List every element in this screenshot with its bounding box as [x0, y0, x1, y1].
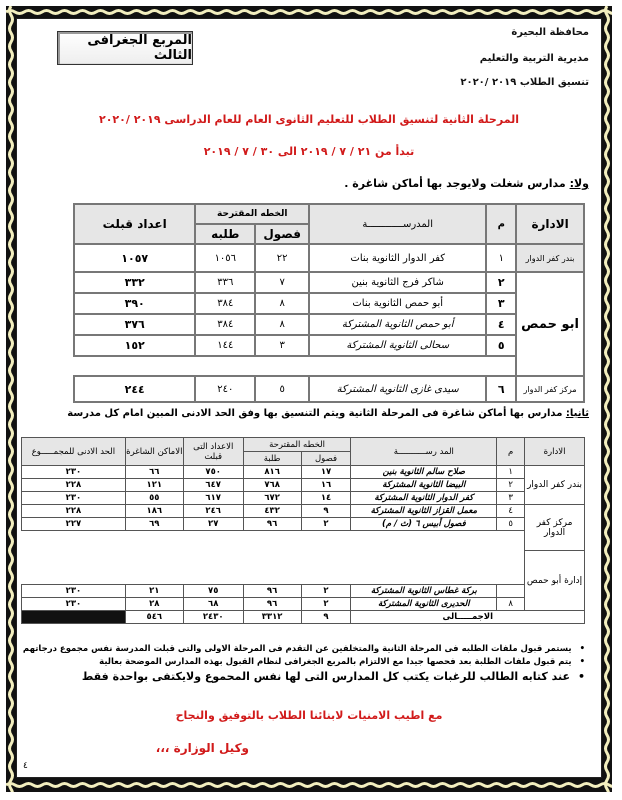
- total-min-blacked-out: [22, 611, 126, 624]
- table-row: [22, 479, 585, 492]
- cell-accepted: ٣٧٦: [74, 314, 195, 335]
- cell-num: ١: [486, 244, 516, 272]
- section2-heading: [67, 408, 589, 419]
- table-row: [22, 518, 585, 531]
- geographic-square-title: المربع الجغرافى الثالث: [57, 31, 193, 65]
- cell-school: كفر الدوار الثانوية المشتركة: [351, 492, 497, 505]
- cell-num: ٣: [497, 492, 525, 505]
- table-row: [74, 272, 584, 293]
- table-spacer-row: [22, 531, 585, 551]
- header-admin: الادارة: [516, 204, 584, 244]
- coordination-year: تنسيق الطلاب ٢٠١٩ /٢٠٢٠: [460, 77, 589, 88]
- cell-school: كفر الدوار الثانوية بنات: [309, 244, 486, 272]
- cell-accepted: ٢٧: [183, 518, 243, 531]
- cell-num: ٥: [486, 335, 516, 356]
- note-item: • يستمر قبول ملفات الطلبه فى المرحلة الثانية والمتخلفين عن التقدم فى المرحلة الاولى والتى قبلت المدرسة نفس مجموع درجاتهم: [23, 644, 585, 654]
- cell-classes: ٩: [301, 505, 351, 518]
- cell-school: صلاح سالم الثانوية بنين: [351, 466, 497, 479]
- cell-admin: مركز كفر الدوار: [516, 376, 584, 402]
- page-number: ٤: [23, 761, 28, 771]
- cell-vacant: ٦٩: [125, 518, 183, 531]
- closing-wishes: مع اطيب الامنيات لابنائنا الطلاب بالتوفيق والنجاح: [175, 709, 443, 722]
- header-num: م: [497, 438, 525, 466]
- total-classes: ٩: [301, 611, 351, 624]
- cell-admin: بندر كفر الدوار: [525, 466, 585, 505]
- cell-admin: إدارة أبو حمص: [525, 551, 585, 611]
- cell-num: ٨: [497, 598, 525, 611]
- cell-num: ٣: [486, 293, 516, 314]
- cell-students: ٤٣٢: [243, 505, 301, 518]
- cell-students: ٩٦: [243, 598, 301, 611]
- document-page: [16, 18, 602, 778]
- cell-classes: ٨: [255, 293, 309, 314]
- total-vacant: ٥٤٦: [125, 611, 183, 624]
- cell-students: ٧٦٨: [243, 479, 301, 492]
- header-classes: فصول: [301, 452, 351, 466]
- cell-classes: ٢: [301, 598, 351, 611]
- dates: تبدأ من ٢١ / ٧ / ٢٠١٩ الى ٣٠ / ٧ / ٢٠١٩: [203, 145, 415, 158]
- header-accepted: اعداد قبلت: [74, 204, 195, 244]
- cell-classes: ٢: [301, 518, 351, 531]
- cell-vacant: ٥٥: [125, 492, 183, 505]
- note-item: • يتم قبول ملفات الطلبة بعد فحصها جيدا مع الالتزام بالمربع الجغرافى لنظام القبول بهذه المدارس الموضحة بعالية: [23, 657, 585, 667]
- header-num: م: [486, 204, 516, 244]
- cell-school: معمل القزاز الثانوية المشتركة: [351, 505, 497, 518]
- cell-min: ٢٢٧: [22, 518, 126, 531]
- section1-heading: [344, 177, 589, 190]
- cell-accepted: ٦٤٧: [183, 479, 243, 492]
- header-plan: الخطه المقترحة: [195, 204, 309, 224]
- header-classes: فصول: [255, 224, 309, 244]
- cell-students: ٣٨٤: [195, 314, 255, 335]
- header-vacant: الاماكن الشاغرة: [125, 438, 183, 466]
- cell-classes: ٣: [255, 335, 309, 356]
- cell-accepted: ٣٩٠: [74, 293, 195, 314]
- cell-accepted: ٦٨: [183, 598, 243, 611]
- header-plan: الخطه المقترحة: [243, 438, 351, 452]
- cell-classes: ٢٢: [255, 244, 309, 272]
- cell-admin: مركز كفر الدوار: [525, 505, 585, 551]
- cell-accepted: ٧٥: [183, 585, 243, 598]
- cell-school: سيدى غازى الثانوية المشتركة: [309, 376, 486, 402]
- directorate: مديرية التربية والتعليم: [479, 53, 589, 64]
- table-row: [74, 244, 584, 272]
- cell-students: ١٤٤: [195, 335, 255, 356]
- cell-num: ١: [497, 466, 525, 479]
- section1-prefix: ولا:: [569, 177, 589, 190]
- cell-accepted: ١٥٢: [74, 335, 195, 356]
- cell-school: شاكر فرج الثانوية بنين: [309, 272, 486, 293]
- cell-num: ٦: [486, 376, 516, 402]
- cell-school: البيضا الثانوية المشتركة: [351, 479, 497, 492]
- cell-num: ٢: [497, 479, 525, 492]
- note-item: • عند كتابه الطالب للرغبات يكتب كل المدارس التى لها نفس المحموع ولايكتفى بواحدة فقط: [23, 670, 585, 683]
- header-school: المدرســــــــــــة: [309, 204, 486, 244]
- cell-accepted: ٢٤٦: [183, 505, 243, 518]
- headline: المرحلة الثانية لتنسيق الطلاب للتعليم الثانوى العام للعام الدراسى ٢٠١٩ /٢٠٢٠: [99, 113, 519, 126]
- cell-accepted: ٦١٧: [183, 492, 243, 505]
- cell-num: ٤: [486, 314, 516, 335]
- cell-classes: ١٦: [301, 479, 351, 492]
- table-row: [22, 492, 585, 505]
- cell-classes: ٢: [301, 585, 351, 598]
- cell-school: أبو حمص الثانوية المشتركة: [309, 314, 486, 335]
- cell-admin: ابو حمص: [516, 272, 584, 376]
- table-row: [22, 466, 585, 479]
- section2-text: مدارس بها أماكن شاغرة فى المرحلة الثانية ويتم التنسيق بها وفق الحد الادنى المبين امام كل مدرسة: [67, 408, 566, 419]
- cell-vacant: ١٨٦: [125, 505, 183, 518]
- cell-school: فصول أبيس ٦ (ث / م): [351, 518, 497, 531]
- cell-accepted: ٢٤٤: [74, 376, 195, 402]
- cell-school: الحديرى الثانوية المشتركة: [351, 598, 497, 611]
- table-row: [74, 314, 584, 335]
- table-row: [74, 293, 584, 314]
- cell-num: [497, 585, 525, 598]
- cell-vacant: ٦٦: [125, 466, 183, 479]
- cell-vacant: ٢٨: [125, 598, 183, 611]
- cell-classes: ٨: [255, 314, 309, 335]
- header-accepted: الاعداد التى قبلت: [183, 438, 243, 466]
- total-label: الاجمـــــالى: [351, 611, 585, 624]
- table-total-row: [22, 611, 585, 624]
- cell-admin: بندر كفر الدوار: [516, 244, 584, 272]
- table-spacer-row: [74, 356, 584, 376]
- section2-prefix: ثانيا:: [565, 408, 589, 419]
- section1-text: مدارس شغلت ولايوجد بها أماكن شاغرة .: [344, 177, 570, 190]
- cell-students: ٣٣٦: [195, 272, 255, 293]
- header-students: طلبه: [195, 224, 255, 244]
- cell-num: ٢: [486, 272, 516, 293]
- table-spacer-row: [22, 551, 585, 585]
- signature: وكيل الوزارة ،،،: [155, 741, 249, 755]
- cell-min: ٢٣٠: [22, 466, 126, 479]
- cell-students: ٦٧٢: [243, 492, 301, 505]
- cell-classes: ٧: [255, 272, 309, 293]
- cell-students: ٩٦: [243, 585, 301, 598]
- total-students: ٣٣١٢: [243, 611, 301, 624]
- cell-classes: ٥: [255, 376, 309, 402]
- cell-num: ٤: [497, 505, 525, 518]
- cell-students: ٩٦: [243, 518, 301, 531]
- cell-min: ٢٣٠: [22, 492, 126, 505]
- cell-accepted: ٣٣٢: [74, 272, 195, 293]
- cell-school: سحالى الثانوية المشتركة: [309, 335, 486, 356]
- cell-vacant: ٢١: [125, 585, 183, 598]
- cell-accepted: ٧٥٠: [183, 466, 243, 479]
- cell-school: بركة غطاس الثانوية المشتركة: [351, 585, 497, 598]
- total-accepted: ٢٤٣٠: [183, 611, 243, 624]
- table-row: [22, 505, 585, 518]
- cell-classes: ١٤: [301, 492, 351, 505]
- table-row: [74, 376, 584, 402]
- notes-list: [23, 644, 585, 686]
- cell-classes: ١٧: [301, 466, 351, 479]
- header-min: الحد الادنى للمجمـــــوع: [22, 438, 126, 466]
- cell-students: ٢٤٠: [195, 376, 255, 402]
- cell-students: ٨١٦: [243, 466, 301, 479]
- table-filled-schools: [73, 203, 585, 403]
- cell-min: ٢٣٠: [22, 585, 126, 598]
- header-school: المد رســـــــــــة: [351, 438, 497, 466]
- table-row: [22, 598, 585, 611]
- cell-min: ٢٣٠: [22, 598, 126, 611]
- cell-accepted: ١٠٥٧: [74, 244, 195, 272]
- table-row: [74, 335, 584, 356]
- cell-students: ١٠٥٦: [195, 244, 255, 272]
- cell-school: أبو حمص الثانوية بنات: [309, 293, 486, 314]
- cell-vacant: ١٢١: [125, 479, 183, 492]
- table-vacant-schools: [21, 437, 585, 624]
- table-row: [22, 585, 585, 598]
- cell-num: ٥: [497, 518, 525, 531]
- cell-min: ٢٢٨: [22, 479, 126, 492]
- cell-min: ٢٢٨: [22, 505, 126, 518]
- header-students: طلبة: [243, 452, 301, 466]
- header-admin: الادارة: [525, 438, 585, 466]
- governorate: محافظة البحيرة: [511, 27, 589, 38]
- cell-students: ٣٨٤: [195, 293, 255, 314]
